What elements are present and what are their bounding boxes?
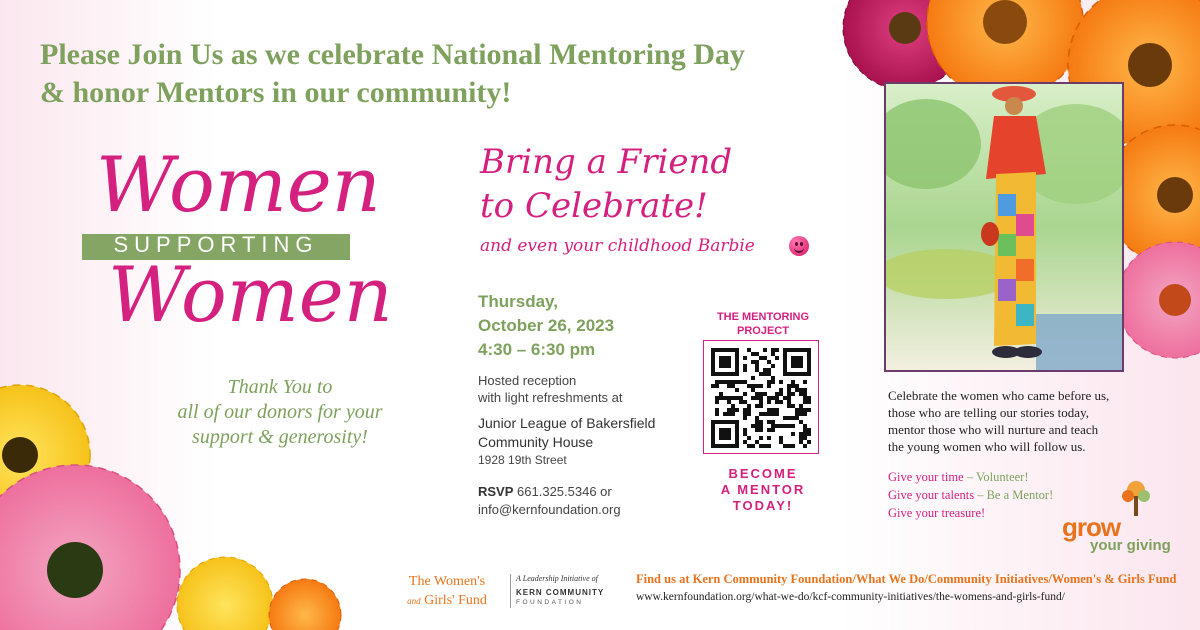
hosted-line2: with light refreshments at <box>478 390 623 405</box>
headline-line2: & honor Mentors in our community! <box>40 76 512 109</box>
rsvp <box>478 483 621 519</box>
cta-line3: TODAY! <box>732 498 794 513</box>
painting-image <box>884 82 1124 372</box>
give-time-label: Give your time <box>888 470 964 484</box>
become-mentor-cta <box>700 466 826 514</box>
mentoring-title-line1: THE MENTORING <box>716 311 810 323</box>
logo-women-top: Women <box>96 140 381 229</box>
rsvp-label: RSVP <box>478 484 514 499</box>
rsvp-phone[interactable]: 661.325.5346 or <box>517 484 612 499</box>
mentoring-project-title <box>700 310 826 338</box>
celebrate-line3: mentor those who will nurture and teach <box>888 422 1099 437</box>
event-venue <box>478 414 655 452</box>
event-day: Thursday, <box>478 292 558 311</box>
logo-women-bottom: Women <box>108 250 393 339</box>
thanks-line2: all of our donors for your <box>177 401 383 423</box>
event-datetime <box>478 290 614 362</box>
give-list <box>888 468 1053 522</box>
celebrate-text <box>888 387 1138 455</box>
thanks-message <box>150 375 410 450</box>
wgf-line2: Girls' Fund <box>420 593 487 608</box>
womens-girls-fund-logo <box>388 572 506 611</box>
find-us-text: Find us at Kern Community Foundation/What We Do/Community Initiatives/Women's & Girls Fund <box>636 572 1177 586</box>
give-talents <box>888 486 1053 504</box>
invite-barbie: and even your childhood Barbie <box>480 236 755 256</box>
give-treasure: Give your treasure! <box>888 506 986 520</box>
celebrate-line1: Celebrate the women who came before us, <box>888 388 1110 403</box>
thanks-line3: support & generosity! <box>192 426 368 448</box>
flower-pink-right <box>1117 242 1200 358</box>
event-street: 1928 19th Street <box>478 453 567 467</box>
tree-icon <box>1116 478 1156 518</box>
give-talents-action: – Be a Mentor! <box>974 488 1054 502</box>
footer-divider <box>510 574 511 608</box>
event-hosted <box>478 372 623 406</box>
celebrate-line4: the young women who will follow us. <box>888 439 1086 454</box>
flower-pink-left <box>0 465 180 630</box>
flower-yellow-bottom <box>177 557 273 630</box>
headline-line1: Please Join Us as we celebrate National Mentoring Day <box>40 38 745 71</box>
give-time-action: – Volunteer! <box>963 470 1029 484</box>
headline <box>40 36 745 112</box>
grow-logo: grow <box>1062 512 1121 542</box>
event-time: 4:30 – 6:30 pm <box>478 340 596 359</box>
invite-heading <box>480 140 732 228</box>
logo-supporting: SUPPORTING <box>113 232 319 257</box>
smiley-icon <box>789 236 809 256</box>
venue-line1: Junior League of Bakersfield <box>478 415 656 431</box>
hosted-line1: Hosted reception <box>478 373 577 388</box>
celebrate-line2: those who are telling our stories today, <box>888 405 1089 420</box>
grow-logo-sub: your giving <box>1090 537 1171 554</box>
wgf-line1: The Women's <box>408 574 486 589</box>
kcf-name: KERN COMMUNITY <box>516 588 605 597</box>
painting-graphic <box>886 84 1122 370</box>
wgf-and: and <box>407 596 421 606</box>
give-time <box>888 468 1053 486</box>
cta-line1: BECOME <box>728 466 798 481</box>
rsvp-email[interactable]: info@kernfoundation.org <box>478 502 621 517</box>
event-date: October 26, 2023 <box>478 316 615 335</box>
cta-line2: A MENTOR <box>720 482 806 497</box>
kcf-sub: FOUNDATION <box>516 599 584 606</box>
give-talents-label: Give your talents <box>888 488 975 502</box>
qr-code[interactable] <box>703 340 819 454</box>
invite-line2: to Celebrate! <box>480 186 708 226</box>
flower-orange-bottom <box>269 579 341 630</box>
foundation-url[interactable]: www.kernfoundation.org/what-we-do/kcf-community-initiatives/the-womens-and-girls-fund/ <box>636 591 1065 603</box>
venue-line2: Community House <box>478 434 594 450</box>
invite-line1: Bring a Friend <box>480 142 733 182</box>
qr-code-graphic <box>704 341 818 453</box>
kcf-tagline: A Leadership Initiative of <box>516 574 598 583</box>
thanks-line1: Thank You to <box>227 376 333 398</box>
mentoring-title-line2: PROJECT <box>737 325 789 337</box>
